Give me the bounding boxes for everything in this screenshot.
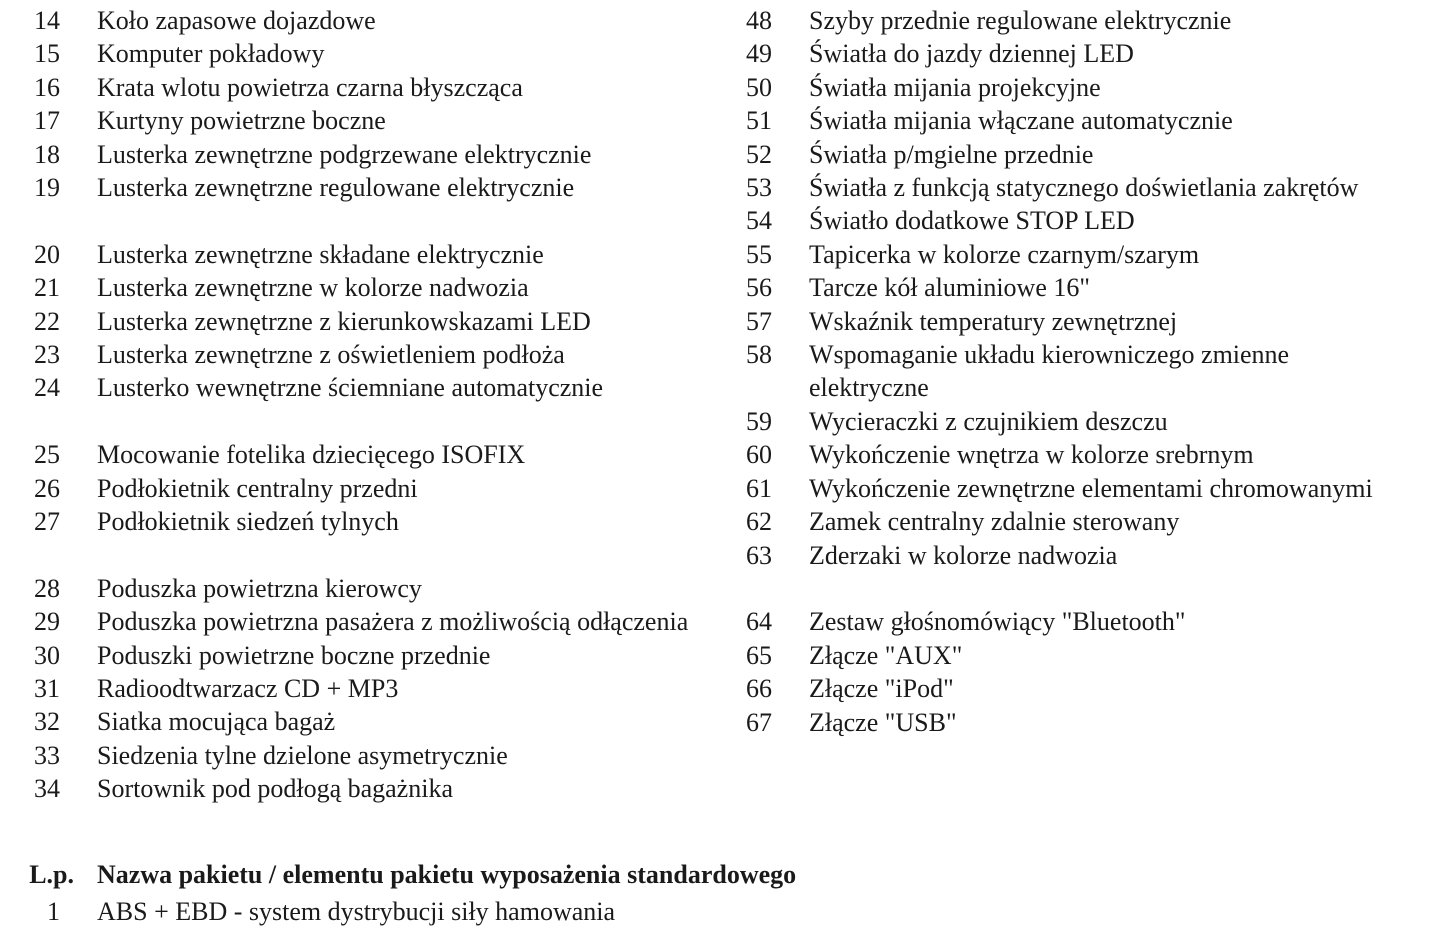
item-number: 14 — [34, 6, 60, 35]
list-item — [712, 639, 1440, 672]
item-number: 49 — [746, 39, 772, 69]
item-text: Światło dodatkowe STOP LED — [809, 206, 1135, 236]
item-number: 34 — [34, 774, 60, 804]
item-text: Złącze "USB" — [809, 707, 957, 737]
item-text: Złącze "iPod" — [809, 674, 954, 704]
equipment-list-right — [712, 4, 1440, 739]
list-item — [0, 271, 720, 304]
item-number: 61 — [746, 473, 772, 503]
list-item — [712, 505, 1440, 538]
list-item — [0, 171, 720, 204]
list-item — [0, 305, 720, 338]
item-number: 57 — [746, 306, 772, 336]
item-number: 67 — [746, 707, 772, 737]
item-text: Wskaźnik temperatury zewnętrznej — [809, 306, 1178, 336]
list-item — [712, 438, 1440, 471]
item-number: 15 — [34, 39, 60, 69]
item-number: 31 — [34, 674, 60, 704]
item-number: 17 — [34, 106, 60, 136]
list-item — [712, 104, 1440, 137]
item-number: 30 — [34, 640, 60, 670]
item-text: Światła mijania włączane automatycznie — [809, 106, 1233, 136]
item-number: 28 — [34, 573, 60, 603]
item-text: Zamek centralny zdalnie sterowany — [809, 507, 1180, 537]
item-text: Siatka mocująca bagaż — [97, 707, 336, 737]
item-number: 26 — [34, 473, 60, 503]
item-text: Zestaw głośnomówiący "Bluetooth" — [809, 607, 1186, 637]
item-number: 21 — [34, 273, 60, 303]
list-item — [712, 204, 1440, 237]
list-item — [712, 706, 1440, 739]
list-item — [712, 37, 1440, 70]
item-number: 48 — [746, 6, 772, 35]
list-item — [0, 472, 720, 505]
item-text: Poduszka powietrzna kierowcy — [97, 573, 422, 603]
item-text: Wykończenie wnętrza w kolorze srebrnym — [809, 440, 1254, 470]
item-text: Lusterka zewnętrzne z kierunkowskazami LED — [97, 306, 591, 336]
item-text: Światła p/mgielne przednie — [809, 139, 1094, 169]
list-item — [712, 672, 1440, 705]
list-item — [0, 739, 720, 772]
list-item — [712, 271, 1440, 304]
item-text: Lusterka zewnętrzne regulowane elektrycznie — [97, 173, 575, 203]
list-item — [0, 71, 720, 104]
item-number: 52 — [746, 139, 772, 169]
item-number: 18 — [34, 139, 60, 169]
item-text: Tapicerka w kolorze czarnym/szarym — [809, 239, 1200, 269]
list-item — [0, 605, 720, 638]
item-number: 33 — [34, 740, 60, 770]
item-number: 59 — [746, 406, 772, 436]
list-item — [712, 539, 1440, 572]
item-text: Mocowanie fotelika dziecięcego ISOFIX — [97, 440, 526, 470]
item-text: Światła mijania projekcyjne — [809, 72, 1101, 102]
item-text: Krata wlotu powietrza czarna błyszcząca — [97, 72, 523, 102]
item-text: Podłokietnik siedzeń tylnych — [97, 507, 399, 537]
item-text: Sortownik pod podłogą bagażnika — [97, 774, 453, 804]
list-item — [0, 572, 720, 605]
item-number: 19 — [34, 173, 60, 203]
item-text: Wycieraczki z czujnikiem deszczu — [809, 406, 1168, 436]
list-item — [0, 371, 720, 404]
list-item — [0, 705, 720, 738]
item-text: Lusterka zewnętrzne z oświetleniem podłoża — [97, 340, 565, 370]
list-item — [712, 138, 1440, 171]
item-number: 23 — [34, 340, 60, 370]
list-item — [712, 472, 1440, 505]
header-title: Nazwa pakietu / elementu pakietu wyposażenia standardowego — [97, 860, 797, 889]
item-number: 64 — [746, 607, 772, 637]
item-number: 51 — [746, 106, 772, 136]
item-text: Światła do jazdy dziennej LED — [809, 39, 1134, 69]
list-item — [0, 4, 720, 37]
header-number-label: L.p. — [29, 860, 74, 889]
equipment-list-left — [0, 4, 720, 806]
list-item — [0, 238, 720, 271]
item-number: 66 — [746, 674, 772, 704]
item-text: ABS + EBD - system dystrybucji siły hamowania — [97, 897, 616, 926]
item-number: 50 — [746, 72, 772, 102]
item-number: 60 — [746, 440, 772, 470]
item-text: Wspomaganie układu kierowniczego zmienne elektryczne — [809, 340, 1290, 403]
item-text: Siedzenia tylne dzielone asymetrycznie — [97, 740, 508, 770]
list-item — [0, 338, 720, 371]
item-number: 22 — [34, 306, 60, 336]
list-item — [0, 37, 720, 70]
standard-equipment-section — [0, 856, 1440, 930]
list-item — [0, 438, 720, 471]
item-number: 29 — [34, 607, 60, 637]
item-text: Koło zapasowe dojazdowe — [97, 6, 376, 35]
list-item — [0, 639, 720, 672]
item-text: Lusterko wewnętrzne ściemniane automatycznie — [97, 373, 604, 403]
item-number: 63 — [746, 540, 772, 570]
item-number: 65 — [746, 640, 772, 670]
item-text: Komputer pokładowy — [97, 39, 325, 69]
item-text: Lusterka zewnętrzne w kolorze nadwozia — [97, 273, 529, 303]
item-number: 32 — [34, 707, 60, 737]
list-item — [712, 338, 1440, 405]
item-text: Poduszka powietrzna pasażera z możliwością odłączenia — [97, 607, 689, 637]
item-text: Szyby przednie regulowane elektrycznie — [809, 6, 1232, 35]
list-item — [0, 672, 720, 705]
item-number: 62 — [746, 507, 772, 537]
list-item — [712, 4, 1440, 37]
item-text: Wykończenie zewnętrzne elementami chromowanymi — [809, 473, 1373, 503]
list-item — [0, 893, 1440, 930]
list-item — [712, 305, 1440, 338]
item-number: 20 — [34, 239, 60, 269]
list-item — [712, 405, 1440, 438]
section-header — [0, 856, 1440, 893]
list-item — [0, 104, 720, 137]
item-number: 1 — [47, 897, 60, 926]
item-text: Tarcze kół aluminiowe 16" — [809, 273, 1090, 303]
item-text: Zderzaki w kolorze nadwozia — [809, 540, 1118, 570]
list-item — [0, 505, 720, 538]
item-number: 27 — [34, 507, 60, 537]
item-text: Kurtyny powietrzne boczne — [97, 106, 386, 136]
item-number: 25 — [34, 440, 60, 470]
item-number: 55 — [746, 239, 772, 269]
item-number: 53 — [746, 173, 772, 203]
list-item — [0, 772, 720, 805]
list-item — [712, 71, 1440, 104]
item-number: 56 — [746, 273, 772, 303]
item-text: Poduszki powietrzne boczne przednie — [97, 640, 491, 670]
list-item — [0, 138, 720, 171]
item-number: 58 — [746, 340, 772, 370]
item-number: 16 — [34, 72, 60, 102]
item-text: Radioodtwarzacz CD + MP3 — [97, 674, 399, 704]
list-item — [712, 171, 1440, 204]
item-text: Lusterka zewnętrzne podgrzewane elektrycznie — [97, 139, 592, 169]
list-item — [712, 238, 1440, 271]
item-text: Lusterka zewnętrzne składane elektrycznie — [97, 239, 544, 269]
item-text: Światła z funkcją statycznego doświetlania zakrętów — [809, 173, 1359, 203]
item-text: Podłokietnik centralny przedni — [97, 473, 418, 503]
item-number: 54 — [746, 206, 772, 236]
item-text: Złącze "AUX" — [809, 640, 963, 670]
item-number: 24 — [34, 373, 60, 403]
list-item — [712, 605, 1440, 638]
